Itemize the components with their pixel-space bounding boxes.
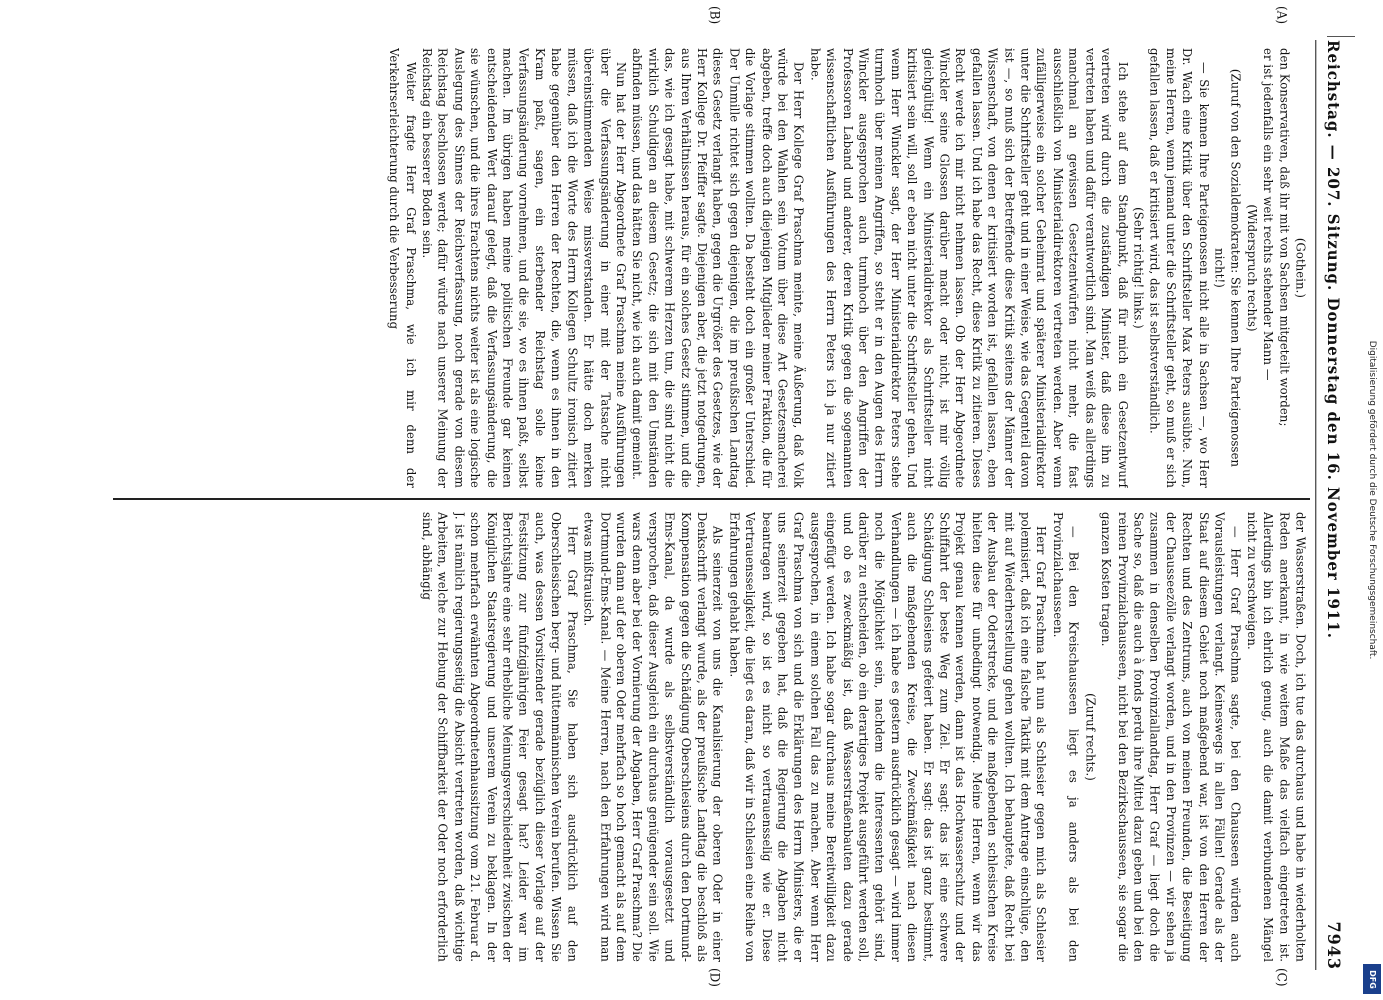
column-divider	[113, 498, 1310, 500]
right-column-paragraph: (Zuruf rechts.)	[1082, 693, 1098, 781]
left-column-paragraph: (Gothein.)	[1293, 237, 1308, 299]
margin-mark-b: (B)	[707, 6, 722, 25]
dfg-logo	[1363, 964, 1381, 994]
left-text-column	[111, 48, 1308, 488]
right-column-paragraph: — Herr Graf Praschma sagte, bei den Chausseen würden auch Vorausleistungen verlangt. Keineswegs in allen Fällen! Gerade als der Staat auf diesem Gebiet noch maßgebend war, ist von den Herren der Rechten und des Zentrums, auch von meinen Freunden, die Beseitigung der Chausseezölle verlangt worden, und in den Provinzen — wir sehen ja zusammen in denselben Provinziallandtag, Herr Graf — liegt doch die Sache so, daß die auch à fonds perdu ihre Mittel dazu geben und bei den reinen Provinzialchausseen, nicht bei den Bezirkschausseen, sie sogar die ganzen Kosten tragen.	[1099, 512, 1244, 962]
rotated-newspaper-page	[92, 0, 1352, 1000]
left-column-paragraph: (Sehr richtig! links.)	[1131, 207, 1147, 329]
right-column-paragraph: der Wasserstraßen. Doch, ich tue das durchaus und habe in wiederholten Reden anerkannt, in wie weitem Maße das vielfach eingetreten ist. Allerdings bin ich ehrlich genug, auch die damit verbundenen Mängel nicht zu verschweigen.	[1244, 512, 1308, 962]
left-column-paragraph: Der Herr Kollege Graf Praschma meinte, meine Äußerung, daß Volk würde bei den Wahlen sein Votum über diese Art Gesetzesmacherei abgeben, treffe doch auch diejenigen Mitglieder meiner Fraktion, die für die Vorlage stimmen wollten. Da besteht doch ein großer Unterschied. Der Unmille richtet sich gegen diejenigen, die im preußischen Landtag dieses Gesetz verlangt haben, gegen die Urgrößer des Gesetzes, wie der Herr Kollege Dr. Pfeiffer sagte. Diejenigen aber, die jetzt notgedrungen, aus Ihren Verhältnissen heraus, für ein solches Gesetz stimmen, und die das, wie ich gesagt habe, mit schwerem Herzen tun, die sind nicht die wirklich Schuldigen an diesem Gesetz; die sich mit den Umständen abfinden müssen, und das hätten Sie nicht, wie ich auch damit gemeint.	[629, 48, 807, 488]
left-column-paragraph: Ich stehe auf dem Standpunkt, daß für mich ein Gesetzentwurf vertreten wird durch die zuständigen Minister, daß diese ihn zu vertreten haben und dafür verantwortlich sind. Man weiß das allerdings manchmal an gewissen Gesetzentwürfen nicht mehr, die fast ausschließlich von Ministerialdirektoren vertreten werden. Aber wenn zufälligerweise ein solcher Geheimrat und späterer Ministerialdirektor unter die Schriftsteller geht und in einer Weise, wie das Gegenteil davon ist —, so muß sich der Betreffende diese Kritik seitens der Männer der Wissenschaft, von denen er kritisiert worden ist, gefallen lassen, eben gefallen lassen. Und ich habe das Recht, diese Kritik zu zitieren. Dieses Recht werde ich mir nicht nehmen lassen. Ob der Herr Abgeordnete Winckler seine Glossen darüber macht oder nicht, ist mir völlig gleichgültig! Wenn ein Ministerialdirektor als Schriftsteller nicht kritisiert sein will, soll er eben nicht unter die Schriftsteller gehen. Und wenn Herr Winckler sagt, der Herr Ministerialdirektor Peters stehe turmhoch über meinen Angriffen, so steht er in den Augen des Herrn Winckler ausgesprochen auch turmhoch über den Angriffen der Professoren Laband und anderer, deren Kritik gegen die sogenannten wissenschaftlichen Ausführungen des Herrn Peters ich ja nur zitiert habe.	[807, 48, 1130, 488]
left-column-paragraph: er ist jedenfalls ein sehr weit rechts stehender Mann —	[1260, 48, 1276, 381]
page-header	[1315, 40, 1343, 970]
dfg-logo-text: DFG	[1367, 969, 1377, 989]
footer-credit-text: Digitalisierung gefördert durch die Deutsche Forschungsgemeinschaft.	[1367, 340, 1377, 660]
margin-mark-a: (A)	[1274, 6, 1289, 25]
left-column-paragraph: (Zuruf von den Sozialdemokraten: Sie kennen Ihre Parteigenossen nicht!)	[1212, 68, 1244, 468]
digitization-footer	[1361, 0, 1383, 1000]
right-column-paragraph: Herr Graf Praschma, Sie haben sich ausdrücklich auf den Oberschlesischen berg- und hüttenmännischen Verein berufen. Wissen Sie auch, was dessen Vorsitzender gerade bezüglich dieser Vorlage auf der Festsitzung zur fünfzigjährigen Feier gesagt hat? Leider war im Berichtsjahre eine sehr erhebliche Meinungsverschiedenheit zwischen der Königlichen Staatsregierung und unserem Verein zu beklagen. In der schon mehrfach erwähnten Abgeordnetenhaussitzung vom 21. Februar d. J. ist nämlich regierungsseitig die Absicht vertreten worden, daß wichtige Arbeiten, welche zur Hebung der Schiffbarkeit der Oder noch erforderlich sind, abhängig	[419, 512, 580, 962]
page-header-title: Reichstag. — 207. Sitzung. Donnerstag den 16. November 1911.	[1323, 40, 1343, 639]
left-column-paragraph: Weiter fragte Herr Graf Praschma, wie ich mir denn der Verkehrserleichterung durch die Verbesserung	[387, 48, 419, 488]
right-column-paragraph: Herr Graf Praschma hat nun als Schlesier gegen mich als Schlesier polemisiert, daß ich eine falsche Taktik mit dem Antrage einschlüge, den mit auf Wiederherstellung gehen wollten. Ich behauptete, daß Recht bei der Ausbau der Oderstrecke, und die maßgebenden schlesischen Kreise hielten diese für unbedingt notwendig. Meine Herren, wenn wir das Projekt genau kennen werden, dann ist das Hochwasserschutz und der Schiffahrt der beste Weg zum Ziel. Er sagt: das ist eine schwere Schädigung Schlesiens gefeiert haben. Er sagt: das ist ganz bestimmt, auch die maßgebenden Kreise, die Zweckmäßigkeit nach diesen Verhandlungen — ich habe es gestern ausdrücklich gesagt — wird immer noch die Möglichkeit sein, nachdem die Interessenten gehört sind, darüber zu entscheiden, ob ein derartiges Projekt ausgeführt werden soll, und ob es zweckmäßig ist, daß Wasserstraßenbauten dazu gerade eingefügt werden. Ich habe sogar durchaus meine Bereitwilligkeit dazu ausgesprochen, in einem solchen Fall das zu machen. Aber wenn Herr Graf Praschma von sich und die Erklärungen des Herrn Ministers, die er uns seinerzeit gegeben hat, daß die Regierung die Abgaben nicht beantragen wird, so ist es nicht so vertrauensselig wie er. Diese Vertrauensseligkeit, die liegt es daran, daß wir in Schlesien eine Reihe von Erfahrungen gehabt haben.	[727, 512, 1050, 962]
margin-mark-c: (C)	[1274, 968, 1289, 987]
left-column-paragraph: (Widerspruch rechts)	[1244, 204, 1260, 332]
page-number: 7943	[1323, 921, 1344, 970]
left-column-paragraph: den Konservativen, daß ihr mit von Sachsen mitgeteilt worden;	[1277, 48, 1292, 427]
margin-mark-d: (D)	[707, 968, 722, 987]
left-column-paragraph: Nun hat der Herr Abgeordnete Graf Praschma meine Ausführungen über die Verfassungsänderung in einer mit der Tatsache nicht übereinstimmenden Weise missverstanden. Er hätte doch merken müssen, daß ich die Worte des Herrn Kollegen Schultz ironisch zitiert habe gegenüber den Herren der Rechten, die, wenn es ihnen in den Kram paßt, sagen, ein sterbender Reichstag solle keine Verfassungsänderung vornehmen, und die sie, wo es ihnen paßt, selbst machen. Im übrigen haben meine politischen Freunde gar keinen entscheidenden Wert darauf gelegt, daß die Verfassungsänderung, die sie wünschen, und die ihres Erachtens nichts weiter ist als eine logische Auslegung des Sinnes der Reichsverfassung, noch gerade von diesem Reichstag beschlossen werde; dafür würde nach unserer Meinung der Reichstag ein besserer Boden sein.	[419, 48, 629, 488]
left-column-paragraph: — Sie kennen Ihre Parteigenossen nicht alle in Sachsen —, wo Herr Dr. Wach eine Kritik über den Schriftsteller Max Peters ausübte. Nun, meine Herren, wenn jemand unter die Schriftsteller geht, so muß er sich gefallen lassen, daß er kritisiert wird, das ist selbstverständlich.	[1147, 48, 1211, 488]
right-column-paragraph: Als seinerzeit von uns die Kanalisierung der oberen Oder in einer Denkschrift verlangt wurde, als der preußische Landtag die beschloß als Kompensation gegen die Schädigung Oberschlesiens durch den Dortmund-Ems-Kanal, da wurde als selbstverständlich vorausgesetzt und versprochen, daß dieser Ausgleich ein durchaus genügender sein soll. Wie wars denn aber bei der Vornierung der Abgaben, Herr Graf Praschma? Die wurden dann auf der oberen Oder mehrfach so hoch gemacht als auf dem Dortmund-Ems-Kanal. — Meine Herren, nach den Erfahrungen wird man etwas mißtrauisch.	[581, 512, 726, 962]
right-text-column	[111, 512, 1308, 962]
right-column-paragraph: — Bei den Kreischausseen liegt es ja anders als bei den Provinzialchausseen.	[1050, 512, 1082, 962]
